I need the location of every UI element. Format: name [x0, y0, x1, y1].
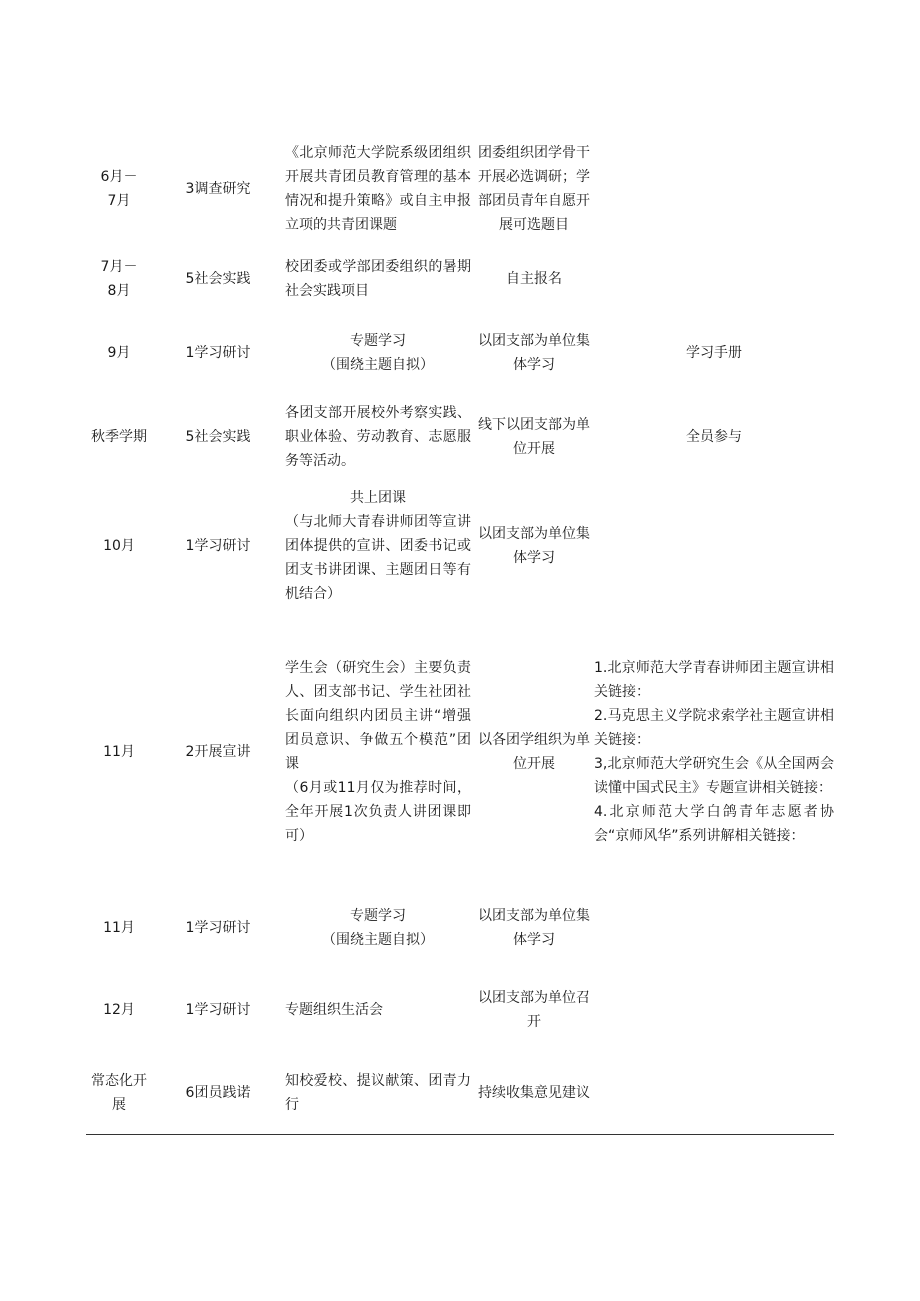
mode-cell — [478, 616, 590, 888]
mode-cell — [478, 1052, 590, 1134]
mode-text: 以团支部为单位召开 — [478, 990, 590, 1030]
content-text: 《北京师范大学院系级团组织开展共青团员教育管理的基本情况和提升策略》或自主申报立项的共青团课题 — [285, 145, 471, 233]
content-cell — [285, 250, 471, 308]
resource-cell — [594, 398, 834, 476]
content-text: 知校爱校、提议献策、团青力行 — [285, 1073, 471, 1113]
table-row — [86, 308, 834, 398]
type-cell: 2开展宣讲 — [185, 744, 251, 760]
resource-text: 全员参与 — [686, 429, 742, 445]
content-title: 共上团课 — [350, 490, 406, 506]
mode-text: 以团支部为单位集体学习 — [478, 526, 590, 566]
table-row — [86, 128, 834, 250]
mode-cell — [478, 888, 590, 968]
time-cell: 秋季学期 — [91, 429, 147, 445]
content-note: （围绕主题自拟） — [322, 932, 434, 948]
mode-cell — [478, 476, 590, 616]
time-text: 6月－7月 — [100, 169, 138, 209]
time-text: 常态化开展 — [91, 1073, 147, 1113]
table-row — [86, 1052, 834, 1134]
resource-cell — [594, 308, 834, 398]
time-cell: 10月 — [103, 538, 135, 554]
mode-text: 持续收集意见建议 — [478, 1085, 590, 1101]
time-cell — [86, 128, 152, 250]
resource-cell — [594, 1052, 834, 1134]
mode-cell — [478, 308, 590, 398]
content-note: （围绕主题自拟） — [322, 357, 434, 373]
mode-text: 以团支部为单位集体学习 — [478, 908, 590, 948]
table-bottom-rule — [86, 1134, 834, 1135]
content-cell — [285, 968, 471, 1052]
content-cell — [285, 398, 471, 476]
type-cell: 1学习研讨 — [185, 920, 251, 936]
mode-text: 自主报名 — [506, 271, 562, 287]
mode-cell — [478, 398, 590, 476]
table-row — [86, 250, 834, 308]
time-cell: 9月 — [107, 345, 131, 361]
mode-text: 以各团学组织为单位开展 — [478, 732, 590, 772]
type-cell: 3调查研究 — [185, 181, 251, 197]
resource-text: 学习手册 — [686, 345, 742, 361]
time-cell: 11月 — [103, 920, 135, 936]
content-cell — [285, 128, 471, 250]
type-cell: 1学习研讨 — [185, 1002, 251, 1018]
content-text: 各团支部开展校外考察实践、职业体验、劳动教育、志愿服务等活动。 — [285, 405, 471, 469]
time-cell — [86, 250, 152, 308]
mode-text: 团委组织团学骨干开展必选调研；学部团员青年自愿开展可选题目 — [478, 145, 590, 233]
resource-cell — [594, 476, 834, 616]
type-cell: 1学习研讨 — [185, 345, 251, 361]
resource-cell — [594, 888, 834, 968]
type-cell: 6团员践诺 — [185, 1085, 251, 1101]
content-cell — [285, 476, 471, 616]
content-note: （与北师大青春讲师团等宣讲团体提供的宣讲、团委书记或团支书讲团课、主题团日等有机结合） — [285, 514, 471, 602]
content-cell — [285, 1052, 471, 1134]
time-cell: 11月 — [103, 744, 135, 760]
mode-text: 以团支部为单位集体学习 — [478, 333, 590, 373]
content-title: 专题学习 — [350, 333, 406, 349]
table-row — [86, 888, 834, 968]
type-cell: 1学习研讨 — [185, 538, 251, 554]
mode-cell — [478, 128, 590, 250]
resource-cell — [594, 616, 834, 888]
content-note: （6月或11月仅为推荐时间，全年开展1次负责人讲团课即可） — [285, 780, 471, 844]
mode-cell — [478, 250, 590, 308]
resource-cell — [594, 128, 834, 250]
resource-link-item: 2.马克思主义学院求索学社主题宣讲相关链接： — [594, 708, 834, 748]
resource-link-item: 3,北京师范大学研究生会《从全国两会读懂中国式民主》专题宣讲相关链接： — [594, 756, 834, 796]
content-cell — [285, 888, 471, 968]
table-row — [86, 616, 834, 888]
table-row — [86, 968, 834, 1052]
content-cell — [285, 616, 471, 888]
type-cell: 5社会实践 — [185, 429, 251, 445]
content-cell — [285, 308, 471, 398]
table-row — [86, 398, 834, 476]
mode-text: 线下以团支部为单位开展 — [478, 417, 590, 457]
time-cell — [86, 1052, 152, 1134]
table-row — [86, 476, 834, 616]
content-title: 专题学习 — [350, 908, 406, 924]
resource-cell — [594, 968, 834, 1052]
time-cell: 12月 — [103, 1002, 135, 1018]
resource-cell — [594, 250, 834, 308]
resource-link-item: 1.北京师范大学青春讲师团主题宣讲相关链接： — [594, 660, 834, 700]
content-text: 学生会（研究生会）主要负责人、团支部书记、学生社团社长面向组织内团员主讲“增强团员意识、争做五个模范”团课 — [285, 660, 471, 772]
time-text: 7月－8月 — [100, 259, 138, 299]
mode-cell — [478, 968, 590, 1052]
content-text: 校团委或学部团委组织的暑期社会实践项目 — [285, 259, 471, 299]
resource-link-item: 4.北京师范大学白鸽青年志愿者协会“京师风华”系列讲解相关链接： — [594, 804, 834, 844]
content-text: 专题组织生活会 — [285, 1002, 383, 1018]
schedule-table — [86, 128, 834, 1134]
type-cell: 5社会实践 — [185, 271, 251, 287]
